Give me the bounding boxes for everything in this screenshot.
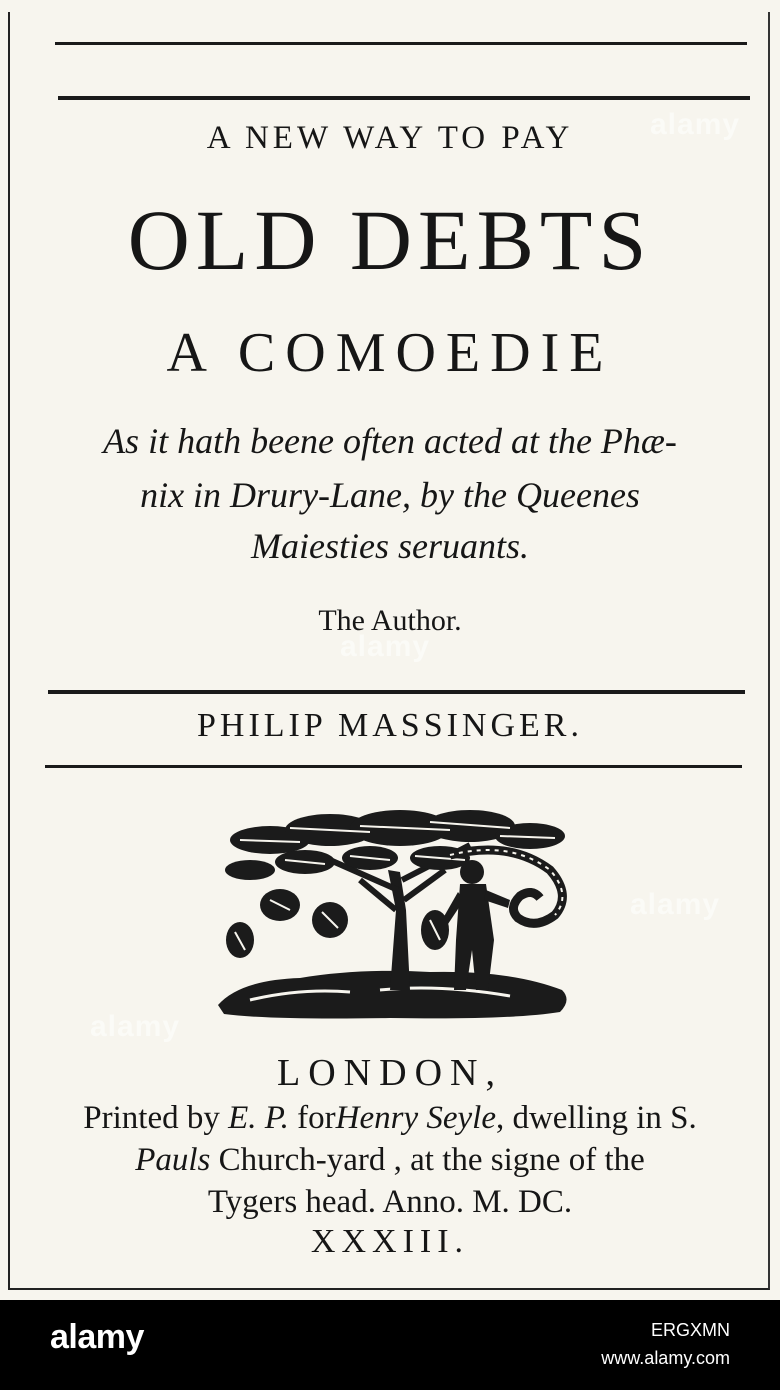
author-rule-top [48,690,745,694]
footer-url: www.alamy.com [601,1348,730,1368]
author-label: The Author. [318,604,462,637]
woodcut-tree-illustration [210,800,580,1030]
top-rule-1 [55,42,747,45]
performance-line-2: nix in Drury-Lane, by the Queenes [140,475,640,515]
watermark-4: alamy [90,1010,181,1043]
imprint-line-1 [0,1096,780,1140]
author-name: PHILIP MASSINGER. [196,707,583,744]
title-line-2: OLD DEBTS [127,192,653,288]
author-rule-bottom [45,765,742,768]
imprint-city: LONDON, [277,1052,503,1094]
imprint-line-3: Tygers head. Anno. M. DC. [207,1184,573,1220]
title-line-1: A NEW WAY TO PAY [206,120,574,156]
alamy-logo: alamy [50,1318,144,1356]
imprint-dwelling: , dwelling in S. [495,1100,697,1136]
imprint-bookseller: Henry Seyle [335,1100,496,1136]
watermark-3: alamy [630,888,721,921]
title-line-3: A COMOEDIE [166,322,614,384]
watermark-2: alamy [340,630,431,663]
stock-footer-bar [0,1300,780,1390]
imprint-pauls: Pauls [135,1142,211,1178]
imprint-printer: E. P. [228,1100,289,1136]
imprint-for: for [297,1100,336,1136]
performance-line-3: Maiesties seruants. [251,526,529,566]
imprint-line-4: XXXIII. [310,1223,470,1260]
imprint-churchyard: Church-yard , at the signe of the [218,1142,645,1178]
top-rule-2 [58,96,750,100]
imprint-printed-by: Printed by [83,1100,220,1136]
image-id: ERGXMN [650,1320,730,1340]
performance-line-1: As it hath beene often acted at the Phæ- [103,421,677,461]
watermark-1: alamy [650,108,741,141]
imprint-line-2 [0,1138,780,1182]
